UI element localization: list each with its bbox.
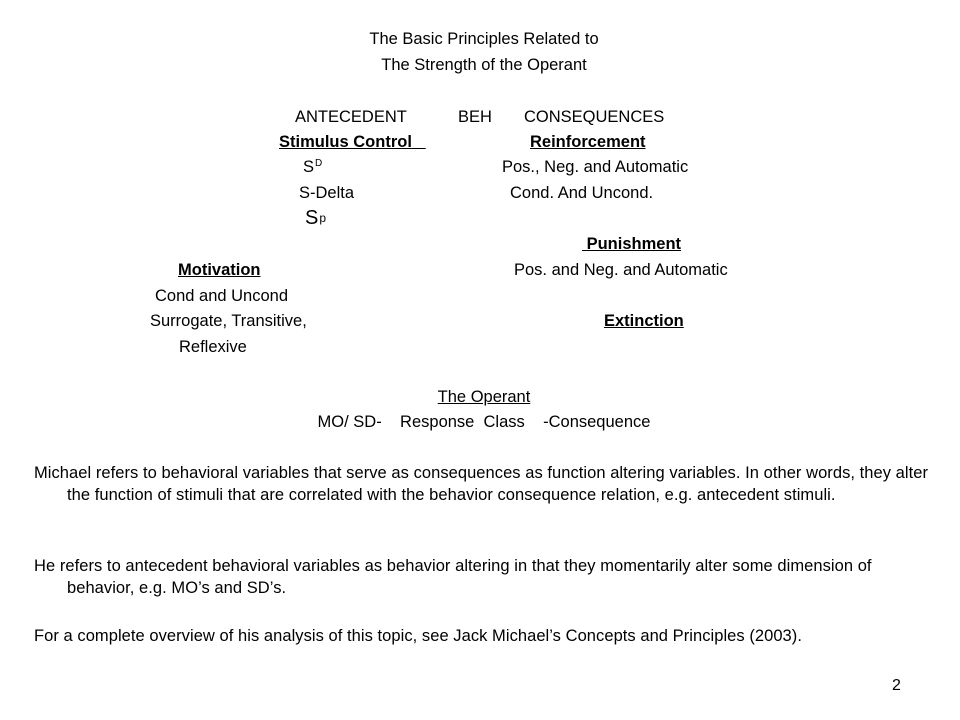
title-line-2: The Strength of the Operant (381, 56, 587, 74)
punishment-heading: Punishment (586, 235, 682, 253)
beh-label: BEH (458, 108, 492, 126)
paragraph-2: He refers to antecedent behavioral variables as behavior altering in that they momentarily alter some dimension of behavior, e.g. MO’s and SD’s. (34, 557, 872, 597)
motivation-heading: Motivation (178, 261, 261, 279)
title-line-1: The Basic Principles Related to (369, 30, 599, 48)
motivation-line-3: Reflexive (179, 338, 247, 356)
paragraph-3: For a complete overview of his analysis of this topic, see Jack Michael’s Concepts and Principles (2003). (34, 627, 802, 645)
reinforcement-line-2: Cond. And Uncond. (510, 184, 654, 202)
reinforcement-line-1: Pos., Neg. and Automatic (502, 158, 689, 176)
antecedent-label: ANTECEDENT (295, 108, 407, 126)
sp-label: Sp (305, 207, 327, 229)
paragraph-1: Michael refers to behavioral variables that serve as consequences as function altering variables. In other words, they alter the function of stimuli that are correlated with the behavior consequence relation, e.g. antecedent stimuli. (34, 464, 928, 504)
sd-label: $S^D$ (303, 158, 323, 176)
extinction-heading: Extinction (604, 312, 684, 330)
motivation-line-1: Cond and Uncond (155, 287, 289, 305)
operant-heading: The Operant (437, 388, 531, 406)
motivation-line-2: Surrogate, Transitive, (150, 312, 307, 330)
stimulus-control-heading: Stimulus Control (279, 133, 412, 151)
consequences-label: CONSEQUENCES (524, 108, 665, 126)
punishment-line-1: Pos. and Neg. and Automatic (514, 261, 728, 279)
s-delta-label: S-Delta (299, 184, 355, 202)
reinforcement-heading: Reinforcement (530, 133, 646, 151)
page-number: 2 (892, 677, 901, 694)
operant-formula: MO/ SD- Response Class -Consequence (317, 413, 651, 431)
